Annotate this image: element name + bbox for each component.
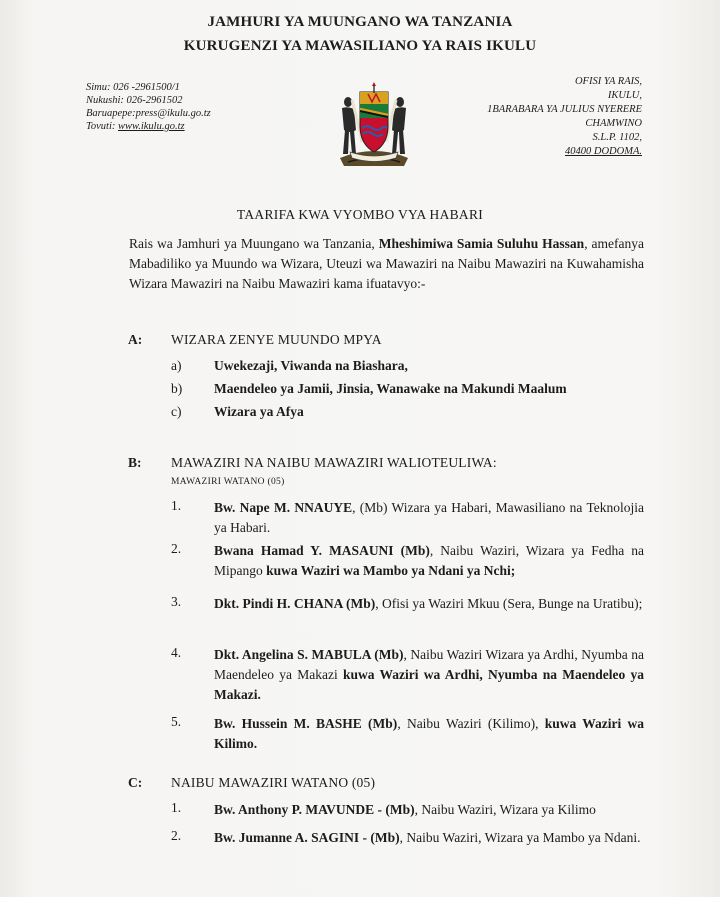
intro-text-b: , amefanya Mabadiliko ya Muundo wa Wizara, Uteuzi wa Mawaziri na Naibu Mawaziri na Kuwahamisha Wizara Mawaziri na Naibu Mawaziri kama ifuatavyo:- bbox=[129, 236, 645, 291]
list-marker: b) bbox=[171, 381, 183, 396]
list-marker: c) bbox=[171, 404, 182, 419]
address-ikulu: IKULU, bbox=[607, 90, 642, 101]
item-number: 2. bbox=[171, 541, 182, 556]
contact-website bbox=[86, 120, 185, 133]
appointment-text: , (Mb) Wizara ya Habari, Mawasiliano na Teknolojia ya Habari. bbox=[214, 500, 644, 535]
document-title: TAARIFA KWA VYOMBO VYA HABARI bbox=[236, 207, 484, 222]
appointment-item bbox=[214, 498, 644, 538]
item-number: 2. bbox=[171, 828, 182, 843]
intro-president-name: Mheshimiwa Samia Suluhu Hassan bbox=[378, 236, 585, 251]
contact-email: Baruapepe:press@ikulu.go.tz bbox=[86, 108, 211, 119]
tanzania-coat-of-arms-icon bbox=[334, 82, 414, 168]
website-link[interactable]: www.ikulu.go.tz bbox=[118, 121, 185, 132]
address-city: 40400 DODOMA. bbox=[565, 146, 642, 157]
item-number: 1. bbox=[171, 498, 182, 513]
appointee-name: Dkt. Angelina S. MABULA (Mb) bbox=[214, 647, 404, 662]
appointment-item bbox=[214, 594, 644, 614]
section-b-title: MAWAZIRI NA NAIBU MAWAZIRI WALIOTEULIWA: bbox=[171, 455, 497, 470]
appointment-new-post: kuwa Waziri wa Kilimo. bbox=[214, 716, 645, 751]
section-b-subtitle: MAWAZIRI WATANO (05) bbox=[171, 477, 285, 487]
address-street: 1BARABARA YA JULIUS NYERERE bbox=[487, 104, 642, 115]
appointee-name: Bw. Anthony P. MAVUNDE - (Mb) bbox=[214, 802, 415, 817]
appointee-name: Bw. Nape M. NNAUYE bbox=[214, 500, 353, 515]
address-po-box: S.L.P. 1102, bbox=[592, 132, 642, 143]
list-item: Wizara ya Afya bbox=[214, 404, 304, 419]
section-c-title: NAIBU MAWAZIRI WATANO (05) bbox=[171, 775, 376, 790]
appointment-text: , Naibu Waziri, Wizara ya Mambo ya Ndani. bbox=[399, 830, 641, 845]
item-number: 1. bbox=[171, 800, 182, 815]
address-office: OFISI YA RAIS, bbox=[574, 76, 642, 87]
appointment-item bbox=[214, 714, 644, 754]
appointee-name: Dkt. Pindi H. CHANA (Mb) bbox=[214, 596, 376, 611]
section-a-letter: A: bbox=[128, 332, 143, 347]
website-label: Tovuti: bbox=[86, 121, 118, 132]
section-a-title: WIZARA ZENYE MUUNDO MPYA bbox=[171, 332, 382, 347]
section-b-letter: B: bbox=[128, 455, 142, 470]
intro-text-a: Rais wa Jamhuri ya Muungano wa Tanzania, bbox=[129, 236, 379, 251]
header-subtitle: KURUGENZI YA MAWASILIANO YA RAIS IKULU bbox=[183, 38, 537, 54]
appointment-text: , Naibu Waziri Wizara ya Ardhi, Nyumba na Maendeleo ya Makazi bbox=[214, 647, 644, 682]
appointee-name: Bwana Hamad Y. MASAUNI (Mb) bbox=[214, 543, 430, 558]
appointment-item bbox=[214, 541, 644, 581]
appointee-name: Bw. Hussein M. BASHE (Mb) bbox=[214, 716, 398, 731]
appointment-new-post: kuwa Waziri wa Mambo ya Ndani ya Nchi; bbox=[266, 563, 516, 578]
appointment-item bbox=[214, 800, 644, 820]
contact-fax: Nukushi: 026-2961502 bbox=[86, 95, 183, 106]
item-number: 5. bbox=[171, 714, 182, 729]
section-c-letter: C: bbox=[128, 775, 143, 790]
list-item: Uwekezaji, Viwanda na Biashara, bbox=[214, 358, 408, 373]
appointment-text: , Naibu Waziri (Kilimo), bbox=[397, 716, 545, 731]
appointment-text: , Naibu Waziri, Wizara ya Kilimo bbox=[414, 802, 596, 817]
item-number: 4. bbox=[171, 645, 182, 660]
address-area: CHAMWINO bbox=[585, 118, 642, 129]
appointment-new-post: kuwa Waziri wa Ardhi, Nyumba na Maendeleo ya Makazi. bbox=[214, 667, 645, 702]
list-item: Maendeleo ya Jamii, Jinsia, Wanawake na Makundi Maalum bbox=[214, 381, 567, 396]
appointment-text: , Ofisi ya Waziri Mkuu (Sera, Bunge na Uratibu); bbox=[375, 596, 643, 611]
intro-paragraph bbox=[129, 234, 644, 294]
contact-phone: Simu: 026 -2961500/1 bbox=[86, 82, 180, 93]
header-title: JAMHURI YA MUUNGANO WA TANZANIA bbox=[207, 14, 513, 30]
appointee-name: Bw. Jumanne A. SAGINI - (Mb) bbox=[214, 830, 400, 845]
appointment-item bbox=[214, 645, 644, 705]
appointment-item bbox=[214, 828, 644, 848]
appointment-text: , Naibu Waziri, Wizara ya Fedha na Mipango bbox=[214, 543, 644, 578]
item-number: 3. bbox=[171, 594, 182, 609]
list-marker: a) bbox=[171, 358, 182, 373]
